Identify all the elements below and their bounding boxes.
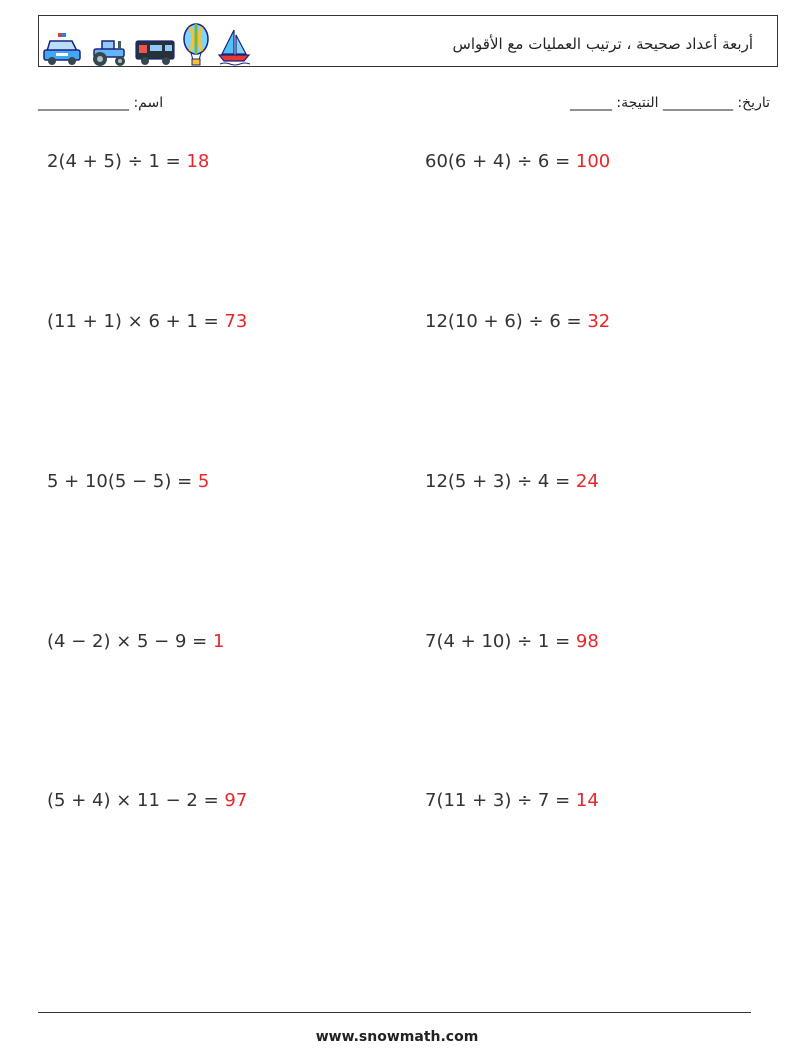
problem-answer: 100 <box>575 151 611 172</box>
footer-divider <box>38 1012 751 1013</box>
problem-item <box>425 311 610 332</box>
problem-item <box>47 311 247 332</box>
police-car-icon <box>42 31 82 67</box>
hot-air-balloon-icon <box>182 23 210 67</box>
problem-answer: 1 <box>212 631 225 652</box>
tractor-icon <box>88 35 128 67</box>
problem-item <box>425 151 610 172</box>
problem-item <box>425 790 599 811</box>
problem-item <box>425 471 599 492</box>
sailboat-icon <box>216 27 252 67</box>
footer-site: www.snowmath.com <box>315 1029 479 1045</box>
problem-answer: 14 <box>575 790 599 811</box>
problem-item <box>47 790 247 811</box>
problem-answer: 32 <box>587 311 611 332</box>
name-line: _____________ :اسم <box>38 95 164 111</box>
problem-answer: 24 <box>575 471 599 492</box>
problem-item <box>425 631 599 652</box>
problem-expression: 7(11 + 3) ÷ 7 = <box>425 790 576 811</box>
problem-expression: 5 + 10(5 − 5) = <box>47 471 198 492</box>
problem-expression: 12(5 + 3) ÷ 4 = <box>425 471 576 492</box>
problem-expression: (4 − 2) × 5 − 9 = <box>47 631 213 652</box>
worksheet-header <box>38 15 778 67</box>
header-icons <box>42 23 252 67</box>
problem-expression: 2(4 + 5) ÷ 1 = <box>47 151 187 172</box>
problem-item <box>47 471 209 492</box>
problem-expression: (11 + 1) × 6 + 1 = <box>47 311 225 332</box>
problem-answer: 18 <box>186 151 210 172</box>
problem-expression: 12(10 + 6) ÷ 6 = <box>425 311 588 332</box>
problem-expression: (5 + 4) × 11 − 2 = <box>47 790 225 811</box>
problem-answer: 98 <box>575 631 599 652</box>
problem-expression: 7(4 + 10) ÷ 1 = <box>425 631 576 652</box>
date-score-line: ______ :تاريخ: __________ النتيجة <box>569 95 770 111</box>
problem-item <box>47 631 224 652</box>
problem-answer: 73 <box>224 311 248 332</box>
problem-item <box>47 151 209 172</box>
problem-answer: 5 <box>197 471 210 492</box>
problem-expression: 60(6 + 4) ÷ 6 = <box>425 151 576 172</box>
worksheet-title: أربعة أعداد صحيحة ، ترتيب العمليات مع الأقواس <box>452 35 753 53</box>
camper-van-icon <box>134 37 176 67</box>
problem-answer: 97 <box>224 790 248 811</box>
